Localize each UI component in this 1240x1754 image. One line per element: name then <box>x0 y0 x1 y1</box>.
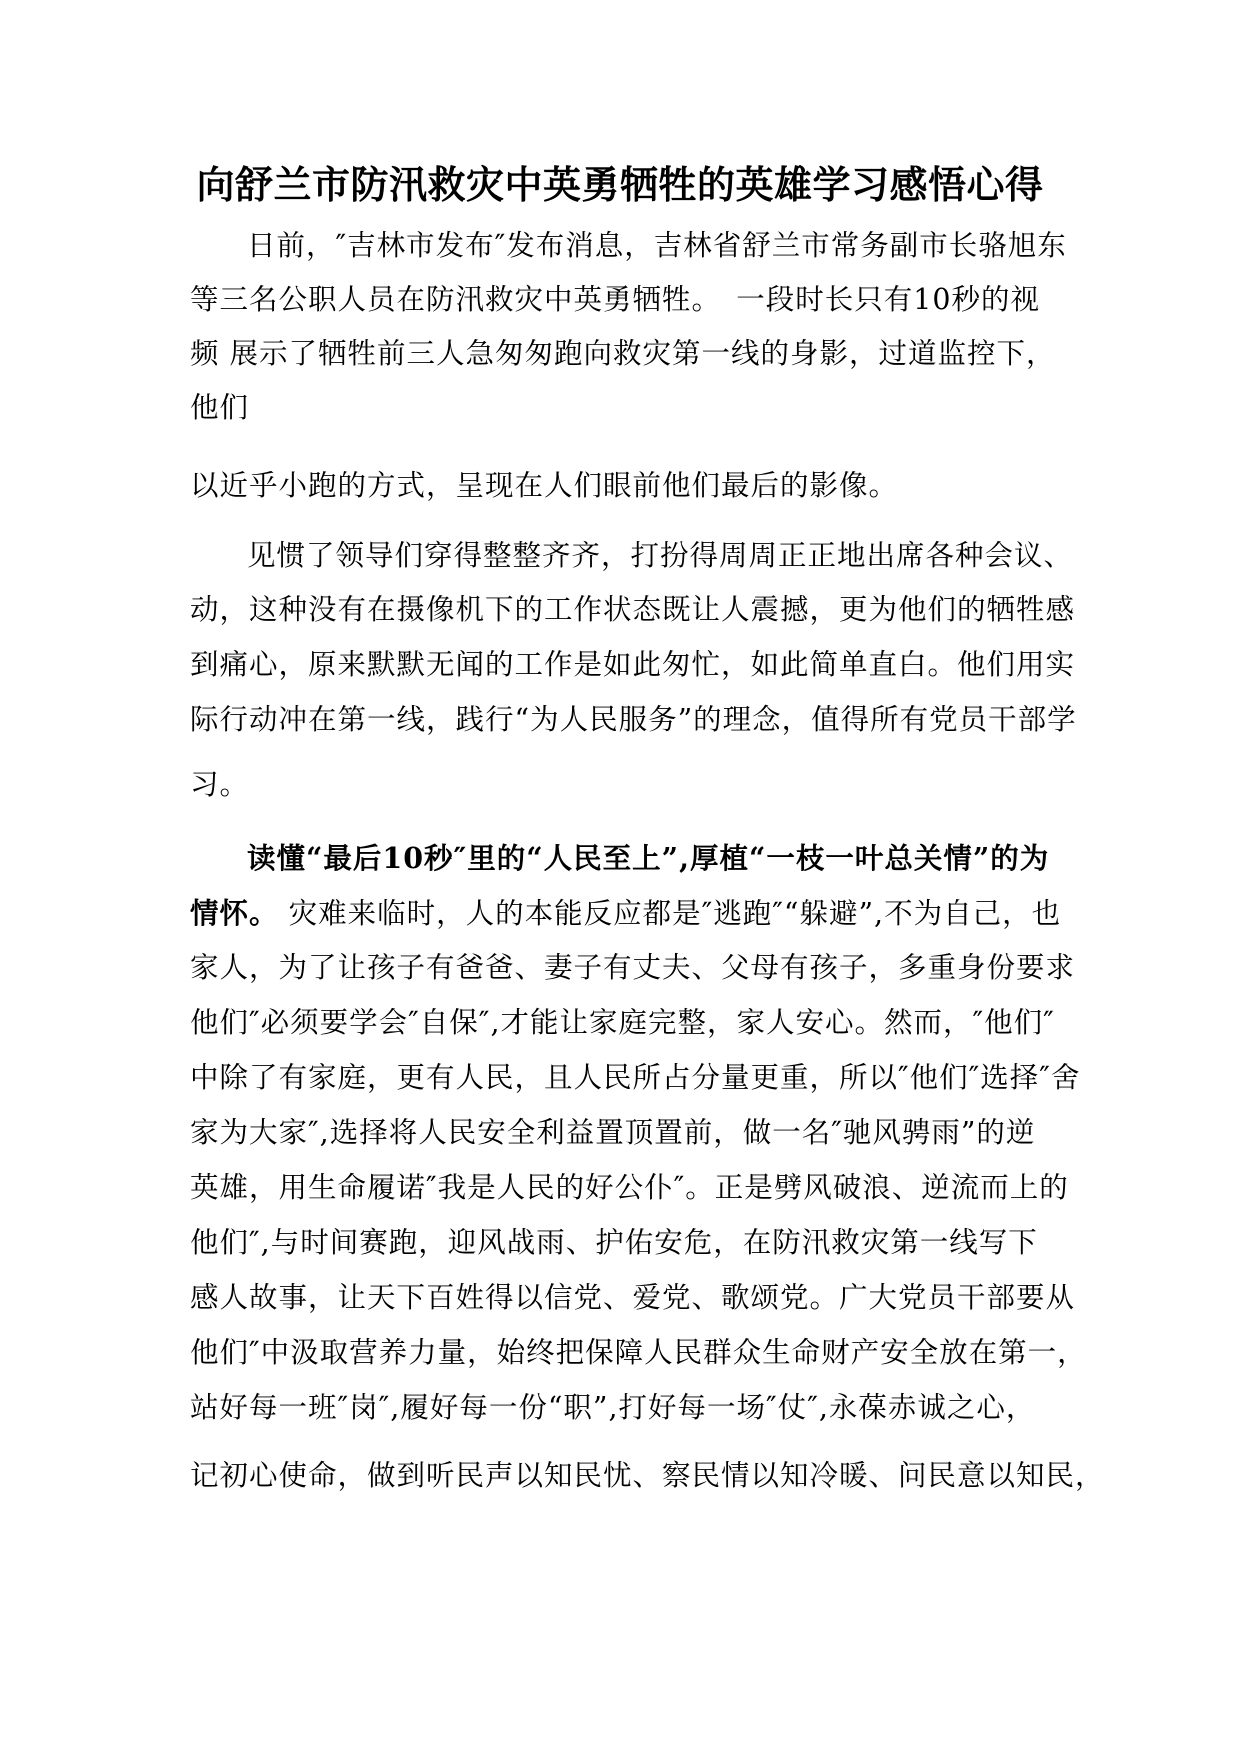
paragraph-line: 记初心使命，做到听民声以知民忧、察民情以知冷暖、问民意以知民， <box>190 1459 1105 1492</box>
paragraph-line: 站好每一班″岗″,履好每一份“职”,打好每一场″仗″,永葆赤诚之心， <box>190 1391 1036 1424</box>
paragraph-line: 动，这种没有在摄像机下的工作状态既让人震撼，更为他们的牺牲感 <box>190 593 1076 626</box>
section-heading: 读懂“最后10秒″里的“人民至上”,厚植“一枝一叶总关情”的为 <box>247 841 1050 875</box>
paragraph-line: 英雄，用生命履诺″我是人民的好公仆″。正是劈风破浪、逆流而上的 <box>190 1171 1069 1204</box>
section-heading-end: 情怀。 <box>190 896 279 930</box>
paragraph-line: 他们″,与时间赛跑，迎风战雨、护佑安危，在防汛救灾第一线写下 <box>190 1226 1038 1259</box>
paragraph-line: 日前，″吉林市发布″发布消息，吉林省舒兰市常务副市长骆旭东 <box>247 229 1067 262</box>
paragraph-line: 见惯了领导们穿得整整齐齐，打扮得周周正正地出席各种会议、 <box>247 539 1074 572</box>
paragraph-line: 中除了有家庭，更有人民，且人民所占分量更重，所以″他们″选择″舍 <box>190 1061 1081 1094</box>
paragraph-line: 感人故事，让天下百姓得以信党、爱党、歌颂党。广大党员干部要从 <box>190 1281 1076 1314</box>
paragraph-text: 灾难来临时，人的本能反应都是″逃跑″“躲避”,不为自己，也 <box>278 897 1062 930</box>
paragraph-line: 到痛心，原来默默无闻的工作是如此匆忙，如此简单直白。他们用实 <box>190 648 1076 681</box>
paragraph-line <box>190 893 1061 934</box>
paragraph-line: 他们″中汲取营养力量，始终把保障人民群众生命财产安全放在第一， <box>190 1336 1087 1369</box>
paragraph-line: 际行动冲在第一线，践行“为人民服务”的理念，值得所有党员干部学 <box>190 703 1077 736</box>
document-title: 向舒兰市防汛救灾中英勇牺牲的英雄学习感悟心得 <box>196 162 1044 207</box>
paragraph-line: 他们″必须要学会″自保″,才能让家庭完整，家人安心。然而，″他们″ <box>190 1006 1055 1039</box>
paragraph-line: 频 展示了牺牲前三人急匆匆跑向救灾第一线的身影，过道监控下， <box>190 337 1056 370</box>
paragraph-line: 他们 <box>190 391 250 424</box>
paragraph-line: 以近乎小跑的方式，呈现在人们眼前他们最后的影像。 <box>190 469 899 502</box>
paragraph-line: 家人，为了让孩子有爸爸、妻子有丈夫、父母有孩子，多重身份要求 <box>190 951 1076 984</box>
paragraph-line: 家为大家″,选择将人民安全利益置顶置前，做一名″驰风骋雨”的逆 <box>190 1116 1036 1149</box>
paragraph-line: 习。 <box>190 768 250 801</box>
paragraph-line: 等三名公职人员在防汛救灾中英勇牺牲。 一段时长只有10秒的视 <box>190 283 1041 316</box>
